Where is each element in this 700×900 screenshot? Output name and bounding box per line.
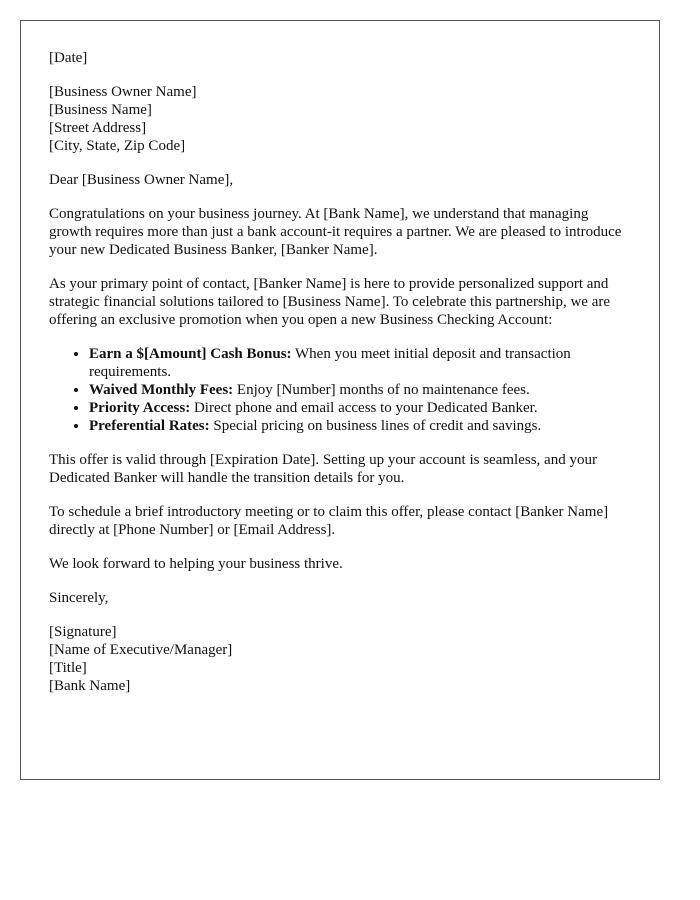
benefit-text: Direct phone and email access to your Dedicated Banker. — [190, 400, 538, 416]
recipient-address-block — [49, 83, 631, 155]
signature-placeholder: [Signature] — [49, 624, 117, 640]
benefit-item-priority-access — [89, 399, 631, 417]
benefit-item-cash-bonus — [89, 345, 631, 381]
signature-block — [49, 623, 631, 695]
recipient-city-state-zip: [City, State, Zip Code] — [49, 138, 186, 154]
benefit-title: Waived Monthly Fees: — [89, 382, 234, 398]
recipient-name: [Business Owner Name] — [49, 84, 197, 100]
signer-bank-name: [Bank Name] — [49, 678, 131, 694]
closing-line: We look forward to helping your business thrive. — [49, 556, 343, 572]
benefit-text: Special pricing on business lines of credit and savings. — [209, 418, 542, 434]
intro-paragraph: Congratulations on your business journey. At [Bank Name], we understand that managing growth requires more than just a bank account-it requires a partner. We are pleased to introduce your new Dedicated Business Banker, [Banker Name]. — [49, 206, 622, 258]
signer-name: [Name of Executive/Manager] — [49, 642, 233, 658]
salutation: Dear [Business Owner Name], — [49, 172, 234, 188]
benefit-title: Earn a $[Amount] Cash Bonus: — [89, 346, 292, 362]
benefit-text: When you meet initial deposit and transaction requirements. — [89, 346, 571, 380]
contact-paragraph: As your primary point of contact, [Banker Name] is here to provide personalized support and strategic financial solutions tailored to [Business Name]. To celebrate this partnership, we are offering an exclusive promotion when you open a new Business Checking Account: — [49, 276, 610, 328]
validity-paragraph: This offer is valid through [Expiration Date]. Setting up your account is seamless, and your Dedicated Banker will handle the transition details for you. — [49, 452, 597, 486]
benefit-title: Priority Access: — [89, 400, 191, 416]
benefit-title: Preferential Rates: — [89, 418, 210, 434]
letter-document — [20, 20, 660, 780]
benefit-item-waived-fees — [89, 381, 631, 399]
benefit-item-preferential-rates — [89, 417, 631, 435]
benefit-text: Enjoy [Number] months of no maintenance fees. — [233, 382, 530, 398]
signer-title: [Title] — [49, 660, 87, 676]
sign-off: Sincerely, — [49, 590, 109, 606]
recipient-business-name: [Business Name] — [49, 102, 152, 118]
schedule-paragraph: To schedule a brief introductory meeting or to claim this offer, please contact [Banker Name] directly at [Phone Number] or [Email Address]. — [49, 504, 609, 538]
letter-date: [Date] — [49, 50, 88, 66]
benefits-list — [49, 345, 631, 435]
recipient-street-address: [Street Address] — [49, 120, 147, 136]
